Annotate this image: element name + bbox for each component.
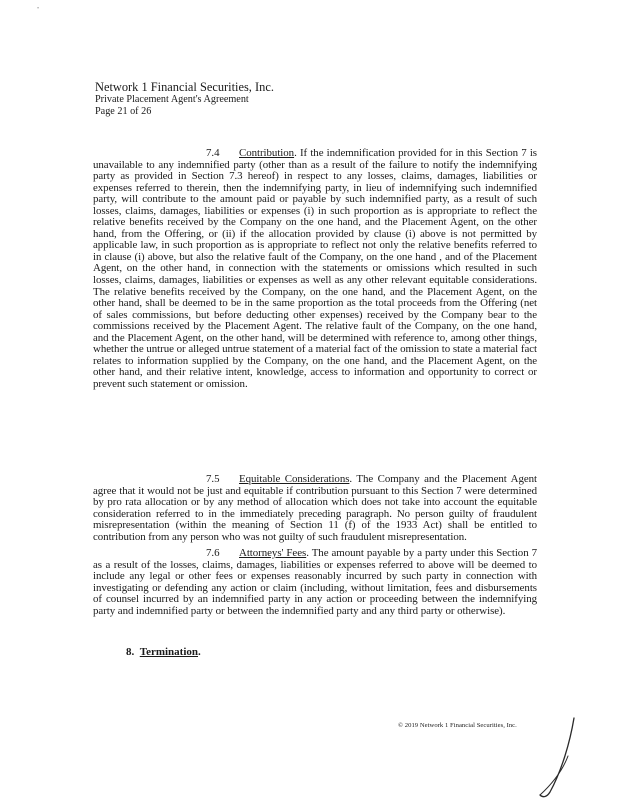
section-7-6 — [93, 548, 537, 617]
section-8-title: Termination — [139, 646, 199, 658]
header-company: Network 1 Financial Securities, Inc. — [95, 80, 274, 94]
section-heading: Attorneys' Fees — [239, 547, 307, 559]
section-number: 7.5 — [206, 473, 220, 485]
section-8-number: 8. — [126, 646, 135, 658]
page-header — [95, 80, 274, 118]
section-7-4 — [93, 148, 537, 390]
section-heading: Equitable Considerations — [239, 473, 350, 485]
header-page-number: Page 21 of 26 — [95, 106, 152, 117]
section-body: . The amount payable by a party under this Section 7 as a result of the losses, claims, damages, liabilities or expenses referred to above will be deemed to include any legal or other fees or expenses reasonably incurred by such party in connection with investigating or defending any action or claim (including, without limitation, fees and disbursements of counsel incurred by an indemnified party in any action or proceeding between the indemnifying party and indemnified party or between the indemnified party and any third party or otherwise). — [93, 547, 537, 617]
section-number: 7.6 — [206, 547, 220, 559]
copyright-footer: © 2019 Network 1 Financial Securities, Inc. — [398, 722, 517, 729]
header-document-title: Private Placement Agent's Agreement — [95, 94, 249, 105]
section-heading: Contribution — [239, 147, 295, 159]
scan-mark: • — [37, 6, 40, 12]
section-7-5 — [93, 474, 537, 543]
section-body: . If the indemnification provided for in this Section 7 is unavailable to any indemnified party (other than as a result of the failure to notify the indemnifying party as provided in Section 7.3 hereof) in respect to any losses, claims, damages, liabilities or expenses referred to therein, then the indemnifying party, in lieu of indemnifying such indemnified party, will contribute to the amount paid or payable by such indemnified party, as a result of such losses, claims, damages, liabilities or expenses (i) in such proportion as is appropriate to reflect the relative benefits received by the Company on the one hand, and the Placement Agent, on the other hand, from the Offering, or (ii) if the allocation provided by clause (i) above is not permitted by applicable law, in such proportion as is appropriate to reflect not only the relative benefits referred to in clause (i) above, but also the relative fault of the Company, on the one hand , and of the Placement Agent, on the other hand, in connection with the statements or omissions which resulted in such losses, claims, damages, liabilities or expenses as well as any other relevant equitable considerations. The relative benefits received by the Company, on the one hand, and the Placement Agent, on the other hand, shall be deemed to be in the same proportion as the total proceeds from the Offering (net of sales commissions, but before deducting other expenses) received by the Company bear to the commissions received by the Placement Agent. The relative fault of the Company, on the one hand, and the Placement Agent, on the other hand, will be determined with reference to, among other things, whether the untrue or alleged untrue statement of a material fact of the omission to state a material fact relates to information supplied by the Company, on the one hand, and the Placement Agent, on the other hand, and their relative intent, knowledge, access to information and opportunity to correct or prevent such statement or omission. — [93, 147, 537, 390]
section-body: . The Company and the Placement Agent agree that it would not be just and equitable if contribution pursuant to this Section 7 were determined by pro rata allocation or by any method of allocation which does not take into account the equitable consideration referred to in the immediately preceding paragraph. No person guilty of fraudulent misrepresentation (within the meaning of Section 11 (f) of the 1933 Act) shall be entitled to contribution from any person who was not guilty of such fraudulent misrepresentation. — [93, 473, 537, 543]
section-number: 7.4 — [206, 147, 220, 159]
section-8-heading — [126, 646, 201, 658]
section-8-suffix: . — [198, 646, 201, 658]
initials-signature — [528, 712, 578, 802]
